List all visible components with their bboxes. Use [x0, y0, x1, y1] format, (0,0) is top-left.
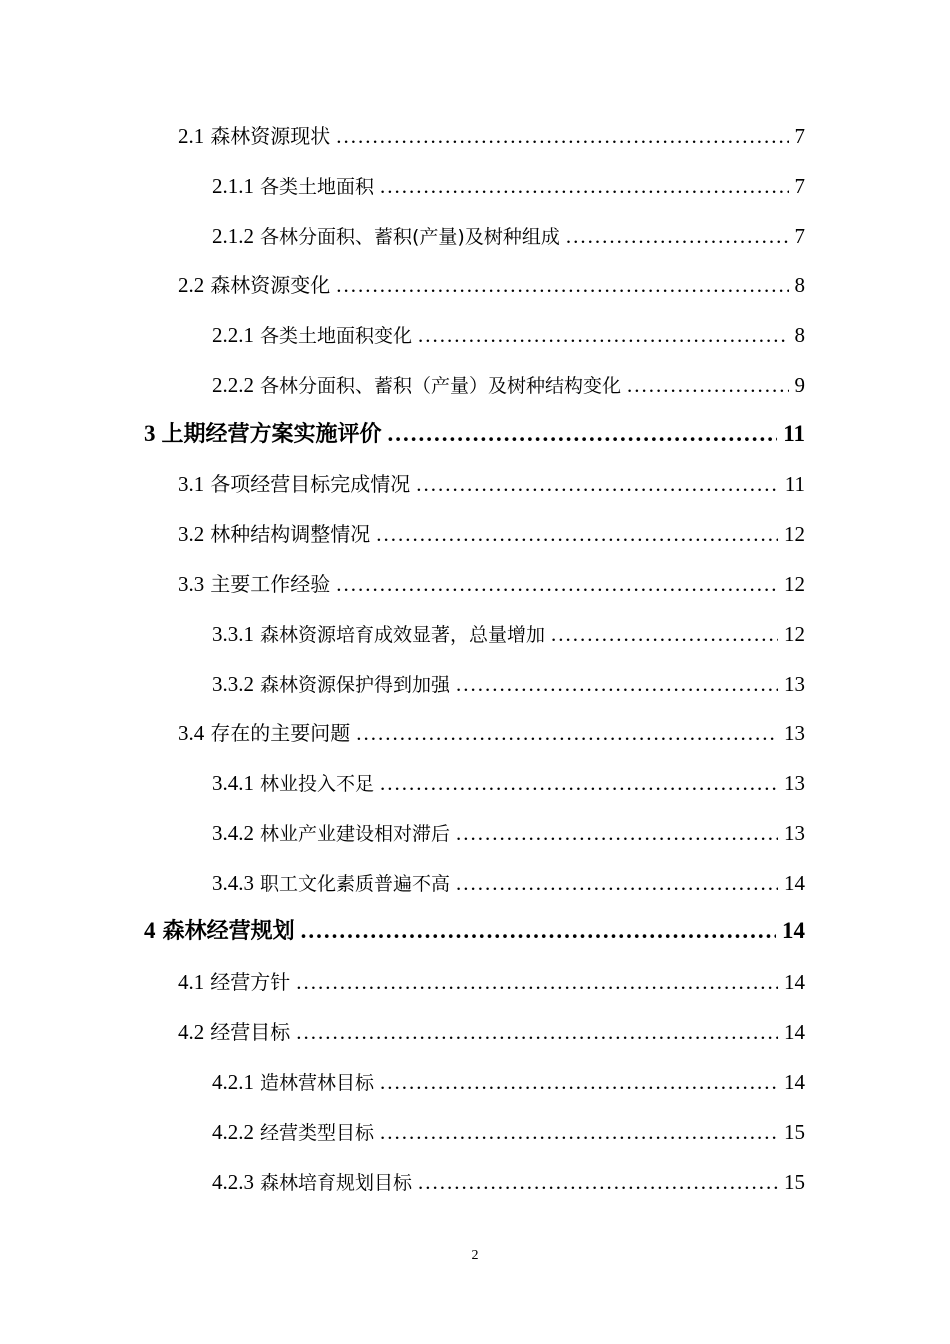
toc-entry-number: 3.4.2: [212, 821, 254, 845]
toc-entry[interactable]: [178, 470, 805, 498]
toc-dot-leader: [301, 917, 776, 945]
toc-entry-title: 存在的主要问题: [210, 721, 351, 745]
toc-entry[interactable]: [178, 570, 805, 598]
toc-entry-page: 12: [784, 572, 805, 596]
toc-entry-number: 2.1: [178, 124, 205, 148]
toc-entry-title: 森林资源现状: [210, 124, 331, 148]
toc-entry-number: 2.2.1: [212, 323, 254, 347]
toc-entry-title: 森林资源保护得到加强: [260, 674, 451, 696]
toc-entry-title: 上期经营方案实施评价: [161, 422, 382, 447]
page-number: 2: [471, 1248, 479, 1263]
toc-entry-page: 13: [784, 721, 805, 745]
toc-entry-title: 主要工作经验: [210, 572, 331, 596]
toc-entry[interactable]: [212, 819, 805, 847]
toc-entry-number: 2.1.1: [212, 174, 254, 198]
toc-dot-leader: [336, 570, 778, 598]
toc-dot-leader: [416, 470, 779, 498]
toc-chapter-entry[interactable]: [144, 917, 805, 945]
toc-entry[interactable]: [212, 620, 805, 648]
toc-dot-leader: [388, 420, 778, 448]
toc-entry-number: 2.2.2: [212, 373, 254, 397]
toc-entry-number: 3.4.1: [212, 771, 254, 795]
toc-chapter-entry[interactable]: [144, 420, 805, 448]
toc-entry[interactable]: [178, 719, 805, 747]
toc-entry-page: 8: [794, 323, 805, 347]
toc-entry-page: 11: [783, 421, 805, 446]
toc-entry-title: 各林分面积、蓄积(产量)及树种组成: [260, 226, 560, 248]
toc-entry-number: 4.1: [178, 970, 205, 994]
toc-dot-leader: [456, 819, 778, 847]
toc-entry-number: 4: [144, 918, 156, 943]
toc-entry-page: 11: [784, 472, 805, 496]
toc-entry-page: 13: [784, 672, 805, 696]
toc-entry-page: 12: [784, 522, 805, 546]
toc-entry-number: 3.4.3: [212, 871, 254, 895]
toc-entry-page: 14: [784, 1070, 805, 1094]
toc-dot-leader: [566, 222, 789, 250]
toc-dot-leader: [336, 122, 788, 150]
toc-entry-title: 森林经营规划: [162, 919, 295, 944]
toc-dot-leader: [418, 1168, 778, 1196]
toc-entry-page: 14: [784, 1020, 805, 1044]
toc-entry[interactable]: [178, 122, 805, 150]
toc-entry[interactable]: [212, 321, 805, 349]
toc-entry-number: 4.2: [178, 1020, 205, 1044]
toc-entry-page: 14: [784, 970, 805, 994]
toc-entry-number: 4.2.3: [212, 1170, 254, 1194]
toc-dot-leader: [456, 670, 778, 698]
toc-entry-title: 森林资源培育成效显著，总量增加: [260, 624, 546, 646]
toc-entry-title: 各类土地面积变化: [260, 325, 413, 347]
toc-entry-title: 森林培育规划目标: [260, 1172, 413, 1194]
toc-entry-title: 森林资源变化: [210, 273, 331, 297]
toc-entry[interactable]: [212, 1068, 805, 1096]
toc-dot-leader: [456, 869, 778, 897]
toc-dot-leader: [336, 271, 788, 299]
toc-entry-number: 3.3.1: [212, 622, 254, 646]
toc-dot-leader: [296, 968, 778, 996]
toc-entry-number: 4.2.1: [212, 1070, 254, 1094]
toc-dot-leader: [356, 719, 778, 747]
toc-entry-page: 8: [794, 273, 805, 297]
toc-dot-leader: [380, 1118, 778, 1146]
toc-entry[interactable]: [178, 1018, 805, 1046]
toc-entry[interactable]: [212, 869, 805, 897]
toc-entry-page: 9: [794, 373, 805, 397]
toc-entry-number: 2.1.2: [212, 224, 254, 248]
toc-entry-title: 各项经营目标完成情况: [210, 472, 411, 496]
toc-entry-page: 7: [794, 224, 805, 248]
toc-entry-title: 职工文化素质普遍不高: [260, 873, 451, 895]
toc-entry-page: 14: [782, 918, 805, 943]
toc-entry[interactable]: [212, 172, 805, 200]
toc-entry[interactable]: [212, 1168, 805, 1196]
toc-entry-page: 13: [784, 821, 805, 845]
toc-entry-number: 3.1: [178, 472, 205, 496]
toc-dot-leader: [418, 321, 788, 349]
toc-entry-page: 7: [794, 124, 805, 148]
toc-entry[interactable]: [178, 520, 805, 548]
toc-entry[interactable]: [212, 1118, 805, 1146]
toc-entry[interactable]: [212, 670, 805, 698]
toc-dot-leader: [627, 371, 788, 399]
toc-entry-number: 3.4: [178, 721, 205, 745]
toc-entry-number: 3: [144, 421, 156, 446]
toc-entry-title: 各林分面积、蓄积（产量）及树种结构变化: [260, 375, 622, 397]
toc-entry-title: 造林营林目标: [260, 1072, 375, 1094]
toc-entry-title: 林业投入不足: [260, 773, 375, 795]
toc-entry-number: 3.3.2: [212, 672, 254, 696]
toc-entry-page: 12: [784, 622, 805, 646]
toc-entry-title: 经营目标: [210, 1020, 291, 1044]
toc-entry-page: 13: [784, 771, 805, 795]
toc-dot-leader: [551, 620, 778, 648]
toc-entry-number: 2.2: [178, 273, 205, 297]
toc-entry-title: 经营方针: [210, 970, 291, 994]
toc-dot-leader: [376, 520, 778, 548]
toc-entry[interactable]: [178, 968, 805, 996]
toc-entry[interactable]: [178, 271, 805, 299]
toc-entry-page: 15: [784, 1120, 805, 1144]
toc-entry-page: 7: [794, 174, 805, 198]
toc-dot-leader: [380, 769, 778, 797]
toc-entry-number: 4.2.2: [212, 1120, 254, 1144]
toc-entry-number: 3.3: [178, 572, 205, 596]
toc-dot-leader: [380, 1068, 778, 1096]
toc-entry-page: 15: [784, 1170, 805, 1194]
toc-dot-leader: [296, 1018, 778, 1046]
toc-dot-leader: [380, 172, 788, 200]
toc-entry-title: 林种结构调整情况: [210, 522, 371, 546]
toc-entry-title: 各类土地面积: [260, 176, 375, 198]
toc-entry-title: 经营类型目标: [260, 1122, 375, 1144]
toc-entry[interactable]: [212, 222, 805, 250]
toc-entry-title: 林业产业建设相对滞后: [260, 823, 451, 845]
toc-entry[interactable]: [212, 769, 805, 797]
toc-entry[interactable]: [212, 371, 805, 399]
toc-entry-number: 3.2: [178, 522, 205, 546]
toc-entry-page: 14: [784, 871, 805, 895]
